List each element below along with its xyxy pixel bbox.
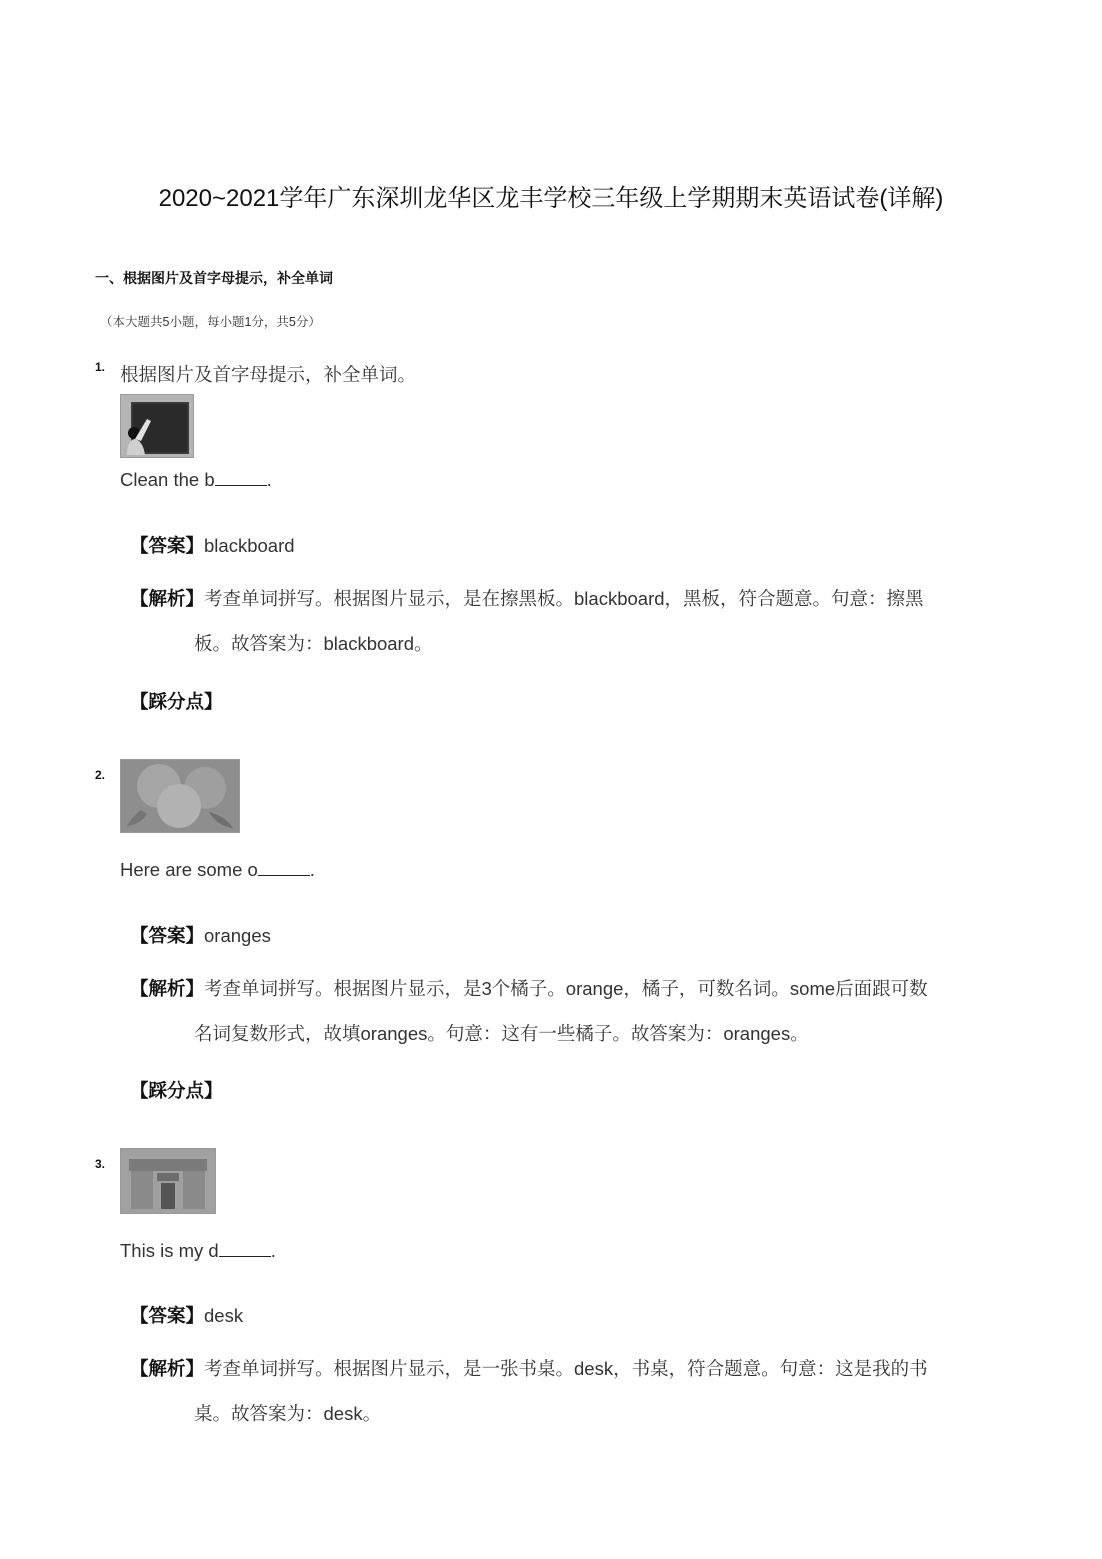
analysis-block: [130, 1346, 998, 1436]
answer-row: [130, 532, 295, 558]
desk-picture-icon: [120, 1148, 216, 1214]
answer-row: [130, 922, 271, 948]
answer-value: desk: [204, 1305, 244, 1326]
blackboard-picture-icon: [120, 394, 194, 458]
answer-label: 【答案】: [130, 1305, 205, 1326]
question-number: 2.: [95, 768, 106, 782]
analysis-text-continued: 桌。故答案为：desk。: [194, 1403, 382, 1424]
question-number: 1.: [95, 360, 106, 374]
analysis-text: 考查单词拼写。根据图片显示，是在擦黑板。blackboard，黑板，符合题意。句意：擦黑: [204, 588, 924, 609]
analysis-text: 考查单词拼写。根据图片显示，是一张书桌。desk，书桌，符合题意。句意：这是我的书: [204, 1358, 928, 1379]
question-instruction: 根据图片及首字母提示，补全单词。: [120, 364, 417, 385]
analysis-text-continued: 板。故答案为：blackboard。: [194, 633, 433, 654]
answer-blank: [219, 1242, 271, 1257]
points-label: 【踩分点】: [130, 691, 223, 712]
answer-value: oranges: [204, 925, 271, 946]
answer-label: 【答案】: [130, 925, 205, 946]
analysis-text: 考查单词拼写。根据图片显示，是3个橘子。orange，橘子，可数名词。some后面跟可数: [204, 978, 928, 999]
question-sentence: Here are some o .: [120, 859, 315, 880]
section-heading: 一、根据图片及首字母提示，补全单词: [95, 270, 333, 286]
answer-value: blackboard: [204, 535, 295, 556]
oranges-picture-icon: [120, 759, 240, 833]
question-sentence: Clean the b .: [120, 469, 272, 490]
analysis-text-continued: 名词复数形式，故填oranges。句意：这有一些橘子。故答案为：oranges。: [194, 1023, 809, 1044]
answer-blank: [215, 471, 267, 486]
analysis-block: [130, 966, 998, 1056]
analysis-label: 【解析】: [130, 978, 205, 999]
analysis-label: 【解析】: [130, 588, 205, 609]
points-label: 【踩分点】: [130, 1080, 223, 1101]
analysis-label: 【解析】: [130, 1358, 205, 1379]
page-title: 2020~2021学年广东深圳龙华区龙丰学校三年级上学期期末英语试卷(详解): [158, 185, 944, 212]
analysis-block: [130, 576, 998, 666]
answer-row: [130, 1302, 243, 1328]
question-sentence: This is my d .: [120, 1240, 276, 1261]
section-note: （本大题共5小题，每小题1分，共5分）: [100, 315, 321, 329]
answer-blank: [258, 861, 310, 876]
answer-label: 【答案】: [130, 535, 205, 556]
question-number: 3.: [95, 1157, 106, 1171]
